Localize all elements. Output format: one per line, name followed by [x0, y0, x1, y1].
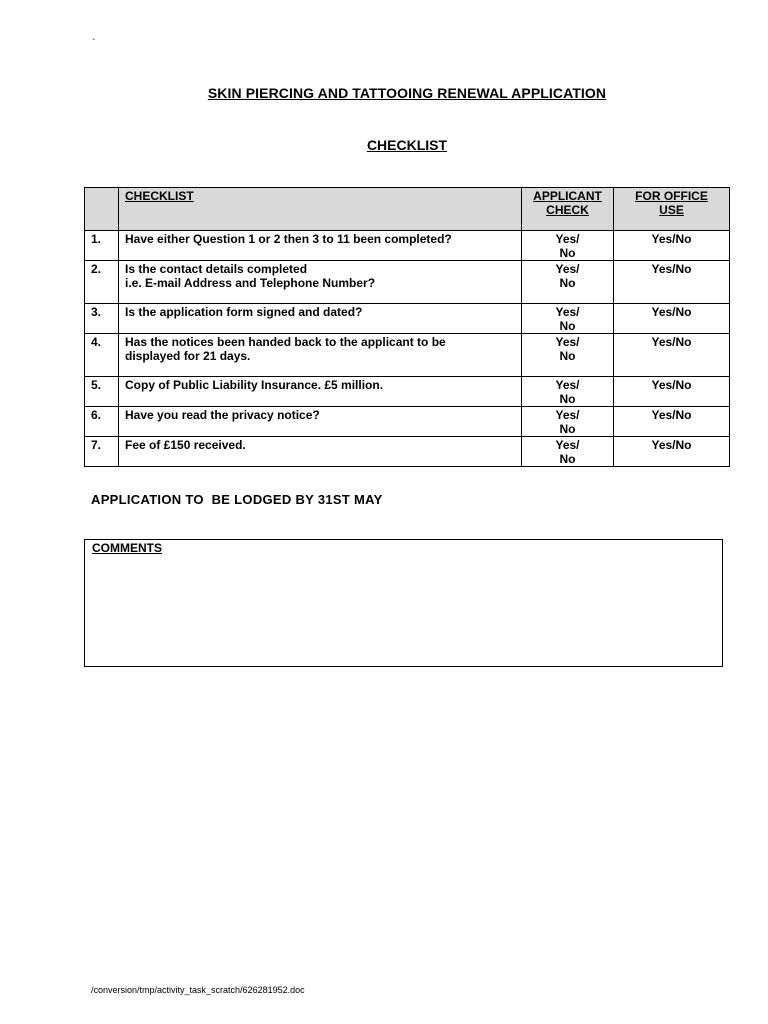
question-line2: i.e. E-mail Address and Telephone Number?: [125, 276, 376, 290]
applicant-no: No: [559, 349, 576, 363]
table-row: [85, 377, 730, 407]
applicant-yes: Yes/: [555, 378, 580, 392]
applicant-check-cell[interactable]: [522, 304, 614, 334]
footer-file-path: /conversion/tmp/activity_task_scratch/626281952.doc: [91, 985, 305, 995]
applicant-yes: Yes/: [555, 438, 580, 452]
row-number: 3.: [85, 304, 119, 334]
applicant-check-cell[interactable]: [522, 407, 614, 437]
applicant-check-cell[interactable]: [522, 437, 614, 467]
applicant-check-cell[interactable]: [522, 334, 614, 377]
row-question: Copy of Public Liability Insurance. £5 million.: [119, 377, 522, 407]
row-number: 5.: [85, 377, 119, 407]
applicant-no: No: [559, 392, 576, 406]
row-question: Have you read the privacy notice?: [119, 407, 522, 437]
office-use-cell: Yes/No: [614, 334, 730, 377]
office-use-cell: Yes/No: [614, 304, 730, 334]
applicant-check-cell[interactable]: [522, 377, 614, 407]
office-header-line1: FOR OFFICE: [635, 189, 708, 203]
applicant-header-line1: APPLICANT: [533, 189, 602, 203]
applicant-no: No: [559, 422, 576, 436]
row-number: 2.: [85, 261, 119, 304]
checklist-table: [84, 187, 730, 467]
applicant-yes: Yes/: [555, 232, 580, 246]
row-number: 1.: [85, 231, 119, 261]
office-use-cell: Yes/No: [614, 437, 730, 467]
row-question: [119, 261, 522, 304]
row-number: 6.: [85, 407, 119, 437]
table-row: [85, 261, 730, 304]
deadline-notice: APPLICATION TO BE LODGED BY 31ST MAY: [91, 492, 383, 507]
table-row: [85, 231, 730, 261]
checklist-column-header: [119, 188, 522, 231]
office-use-cell: Yes/No: [614, 231, 730, 261]
question-line1: Is the contact details completed: [125, 262, 308, 276]
comments-label: COMMENTS: [92, 541, 162, 555]
office-use-column-header: [614, 188, 730, 231]
table-header-row: [85, 188, 730, 231]
applicant-yes: Yes/: [555, 262, 580, 276]
applicant-header-line2: CHECK: [546, 203, 589, 217]
row-number: 4.: [85, 334, 119, 377]
row-number: 7.: [85, 437, 119, 467]
checklist-column-label: CHECKLIST: [125, 189, 194, 203]
office-header-line2: USE: [659, 203, 684, 217]
office-use-cell: Yes/No: [614, 377, 730, 407]
document-title: SKIN PIERCING AND TATTOOING RENEWAL APPLICATION: [207, 85, 607, 101]
applicant-yes: Yes/: [555, 305, 580, 319]
office-use-cell: Yes/No: [614, 407, 730, 437]
table-row: [85, 334, 730, 377]
question-line2: displayed for 21 days.: [125, 349, 251, 363]
applicant-no: No: [559, 246, 576, 260]
row-question: Fee of £150 received.: [119, 437, 522, 467]
row-question: [119, 334, 522, 377]
row-question: Have either Question 1 or 2 then 3 to 11 been completed?: [119, 231, 522, 261]
office-use-cell: Yes/No: [614, 261, 730, 304]
applicant-yes: Yes/: [555, 335, 580, 349]
applicant-yes: Yes/: [555, 408, 580, 422]
checklist-heading: CHECKLIST: [366, 137, 448, 153]
applicant-no: No: [559, 319, 576, 333]
table-row: [85, 407, 730, 437]
applicant-check-cell[interactable]: [522, 231, 614, 261]
number-column-header: [85, 188, 119, 231]
applicant-no: No: [559, 276, 576, 290]
tick-mark: `: [92, 38, 96, 49]
applicant-no: No: [559, 452, 576, 466]
row-question: Is the application form signed and dated?: [119, 304, 522, 334]
table-row: [85, 304, 730, 334]
applicant-check-cell[interactable]: [522, 261, 614, 304]
table-row: [85, 437, 730, 467]
question-line1: Has the notices been handed back to the applicant to be: [125, 335, 446, 349]
applicant-check-column-header: [522, 188, 614, 231]
comments-box[interactable]: [84, 539, 723, 667]
